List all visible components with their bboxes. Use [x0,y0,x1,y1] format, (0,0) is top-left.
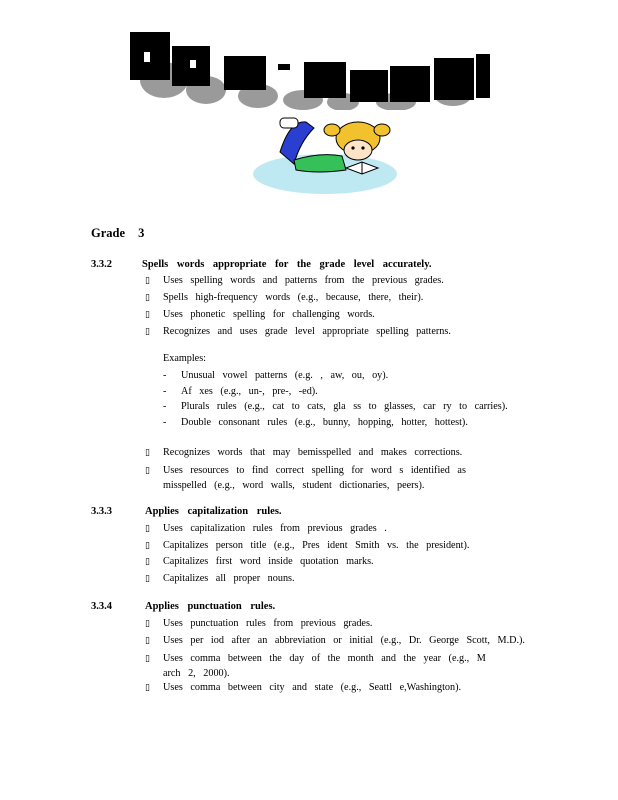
bullet-box-icon: ▯ [145,293,150,303]
section-title: Spells words appropriate for the grade level accurately. [142,259,432,270]
title-wordart-graphic [128,30,498,110]
list-item: ▯ Uses capitalization rules from previous grades . [145,523,387,534]
list-item: ▯ Uses resources to find correct spelling for word s identified as misspelled (e.g., word walls, student dictionaries, peers). [145,465,466,491]
example-item: - Plurals rules (e.g., cat to cats, gla ss to glasses, car ry to carries). [163,401,508,412]
list-item: ▯ Recognizes and uses grade level appropriate spelling patterns. [145,326,451,337]
grade-heading: Grade 3 [91,226,145,240]
reading-child-graphic [250,112,400,198]
list-item: ▯ Uses punctuation rules from previous grades. [145,618,373,629]
bullet-box-icon: ▯ [145,327,150,337]
list-item: ▯ Uses comma between city and state (e.g., Seattl e,Washington). [145,682,462,693]
list-item: ▯ Capitalizes all proper nouns. [145,573,295,584]
bullet-box-icon: ▯ [145,574,150,584]
example-item: - Af xes (e.g., un-, pre-, -ed). [163,386,318,397]
reading-child-illustration [250,112,400,198]
list-item: ▯ Uses spelling words and patterns from the previous grades. [145,275,444,286]
section-number: 3.3.2 [91,259,112,270]
list-item: ▯ Capitalizes first word inside quotation marks. [145,556,374,567]
section-title: Applies punctuation rules. [145,601,276,612]
section-title: Applies capitalization rules. [145,506,282,517]
list-item: ▯ Spells high-frequency words (e.g., because, there, their). [145,292,424,303]
list-item: ▯ Uses per iod after an abbreviation or initial (e.g., Dr. George Scott, M.D.). [145,635,525,646]
bullet-box-icon: ▯ [145,524,150,534]
bullet-box-icon: ▯ [145,636,150,646]
examples-label: Examples: [163,353,207,364]
list-item: ▯ Recognizes words that may bemisspelled and makes corrections. [145,447,463,458]
bullet-box-icon: ▯ [145,654,150,664]
list-item: ▯ Uses phonetic spelling for challenging words. [145,309,375,320]
bullet-box-icon: ▯ [145,541,150,551]
bullet-box-icon: ▯ [145,683,150,693]
example-item: - Double consonant rules (e.g., bunny, hopping, hotter, hottest). [163,417,468,428]
bullet-box-icon: ▯ [145,619,150,629]
section-number: 3.3.4 [91,601,112,612]
list-item: ▯ Capitalizes person title (e.g., Pres ident Smith vs. the president). [145,540,470,551]
section-number: 3.3.3 [91,506,112,517]
list-item: ▯ Uses comma between the day of the month and the year (e.g., M arch 2, 2000). [145,653,486,679]
bullet-box-icon: ▯ [145,557,150,567]
example-item: - Unusual vowel patterns (e.g. , aw, ou, oy). [163,370,389,381]
bullet-box-icon: ▯ [145,466,150,476]
bullet-box-icon: ▯ [145,448,150,458]
title-wordart [128,30,498,110]
bullet-box-icon: ▯ [145,276,150,286]
bullet-box-icon: ▯ [145,310,150,320]
